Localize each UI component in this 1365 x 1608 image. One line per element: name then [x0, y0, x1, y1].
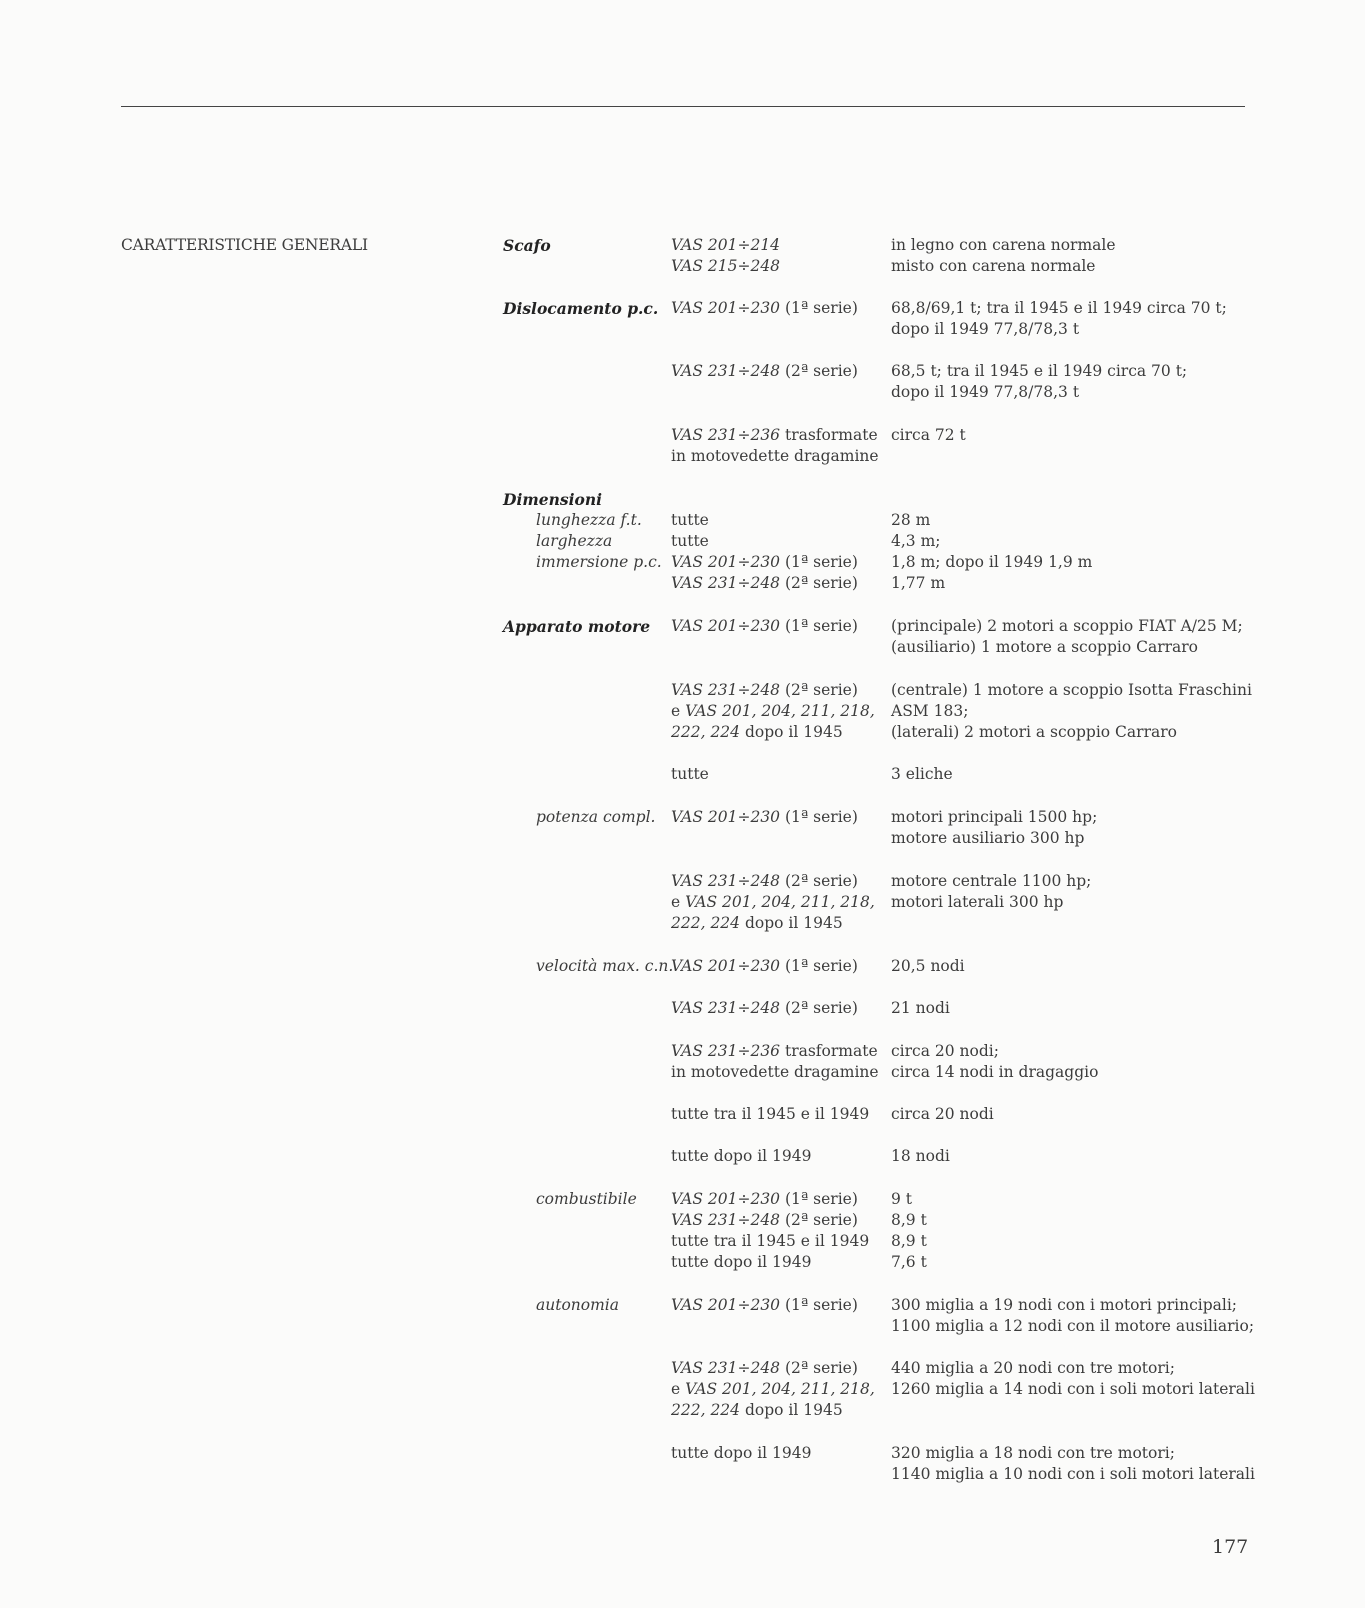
row-value: circa 20 nodi	[891, 1105, 994, 1123]
row-value: 1,8 m; dopo il 1949 1,9 m	[891, 553, 1093, 571]
row-value: circa 20 nodi; circa 14 nodi in dragaggio	[891, 1042, 1099, 1081]
row-value: 8,9 t	[891, 1232, 927, 1250]
row-variant: VAS 231÷236 trasformate in motovedette dragamine	[671, 1042, 879, 1081]
row-value: 20,5 nodi	[891, 957, 965, 975]
row-value: (principale) 2 motori a scoppio FIAT A/25 M; (ausiliario) 1 motore a scoppio Carraro	[891, 617, 1243, 656]
subheading-immersione: immersione p.c.	[536, 553, 662, 571]
row-variant: VAS 231÷248 (2ª serie) e VAS 201, 204, 211, 218, 222, 224 dopo il 1945	[671, 1359, 875, 1419]
row-value: 7,6 t	[891, 1253, 927, 1271]
heading-dislocamento: Dislocamento p.c.	[503, 299, 659, 318]
row-variant: VAS 215÷248	[671, 257, 781, 275]
row-variant: VAS 231÷248 (2ª serie)	[671, 574, 858, 592]
row-value: 28 m	[891, 511, 931, 529]
header-rule	[121, 106, 1245, 107]
row-value: motori principali 1500 hp; motore ausiliario 300 hp	[891, 808, 1098, 847]
heading-scafo: Scafo	[503, 236, 551, 255]
row-value: 18 nodi	[891, 1147, 950, 1165]
subheading-lunghezza: lunghezza f.t.	[536, 511, 642, 529]
row-variant: VAS 201÷230 (1ª serie)	[671, 617, 858, 635]
row-variant: tutte tra il 1945 e il 1949	[671, 1232, 870, 1250]
row-variant: tutte	[671, 765, 709, 783]
row-value: motore centrale 1100 hp; motori laterali 300 hp	[891, 872, 1092, 911]
row-value: 8,9 t	[891, 1211, 927, 1229]
row-variant: tutte tra il 1945 e il 1949	[671, 1105, 870, 1123]
row-variant: VAS 201÷230 (1ª serie)	[671, 299, 858, 317]
row-value: in legno con carena normale	[891, 236, 1116, 254]
subheading-larghezza: larghezza	[536, 532, 613, 550]
row-value: 1,77 m	[891, 574, 946, 592]
row-variant: VAS 201÷214	[671, 236, 781, 254]
row-value: 4,3 m;	[891, 532, 941, 550]
page-number: 177	[1212, 1536, 1249, 1558]
row-variant: VAS 201÷230 (1ª serie)	[671, 1296, 858, 1314]
row-value: (centrale) 1 motore a scoppio Isotta Fraschini ASM 183; (laterali) 2 motori a scoppio Carraro	[891, 681, 1252, 741]
row-value: misto con carena normale	[891, 257, 1096, 275]
row-value: 300 miglia a 19 nodi con i motori principali; 1100 miglia a 12 nodi con il motore ausiliario;	[891, 1296, 1255, 1335]
subheading-potenza: potenza compl.	[536, 808, 656, 826]
subheading-velocita: velocità max. c.n.	[536, 957, 674, 975]
row-variant: VAS 201÷230 (1ª serie)	[671, 957, 858, 975]
row-value: 440 miglia a 20 nodi con tre motori; 1260 miglia a 14 nodi con i soli motori laterali	[891, 1359, 1255, 1398]
section-title: CARATTERISTICHE GENERALI	[121, 236, 368, 254]
row-variant: VAS 231÷236 trasformate in motovedette dragamine	[671, 426, 879, 465]
row-variant: tutte	[671, 511, 709, 529]
row-value: 3 eliche	[891, 765, 953, 783]
row-variant: tutte	[671, 532, 709, 550]
row-value: 9 t	[891, 1190, 913, 1208]
row-value: 68,8/69,1 t; tra il 1945 e il 1949 circa 70 t; dopo il 1949 77,8/78,3 t	[891, 299, 1227, 338]
subheading-combustibile: combustibile	[536, 1190, 637, 1208]
row-variant: tutte dopo il 1949	[671, 1147, 812, 1165]
row-variant: VAS 231÷248 (2ª serie) e VAS 201, 204, 211, 218, 222, 224 dopo il 1945	[671, 872, 875, 932]
heading-apparato-motore: Apparato motore	[503, 617, 651, 636]
row-value: 320 miglia a 18 nodi con tre motori; 1140 miglia a 10 nodi con i soli motori laterali	[891, 1444, 1255, 1483]
row-variant: VAS 231÷248 (2ª serie) e VAS 201, 204, 211, 218, 222, 224 dopo il 1945	[671, 681, 875, 741]
row-variant: tutte dopo il 1949	[671, 1253, 812, 1271]
subheading-autonomia: autonomia	[536, 1296, 619, 1314]
row-value: 68,5 t; tra il 1945 e il 1949 circa 70 t; dopo il 1949 77,8/78,3 t	[891, 362, 1188, 401]
heading-dimensioni: Dimensioni	[503, 490, 602, 509]
row-value: 21 nodi	[891, 999, 950, 1017]
row-variant: VAS 231÷248 (2ª serie)	[671, 999, 858, 1017]
row-variant: VAS 231÷248 (2ª serie)	[671, 362, 858, 380]
row-value: circa 72 t	[891, 426, 966, 444]
row-variant: VAS 201÷230 (1ª serie)	[671, 553, 858, 571]
row-variant: tutte dopo il 1949	[671, 1444, 812, 1462]
row-variant: VAS 201÷230 (1ª serie)	[671, 808, 858, 826]
row-variant: VAS 201÷230 (1ª serie)	[671, 1190, 858, 1208]
row-variant: VAS 231÷248 (2ª serie)	[671, 1211, 858, 1229]
